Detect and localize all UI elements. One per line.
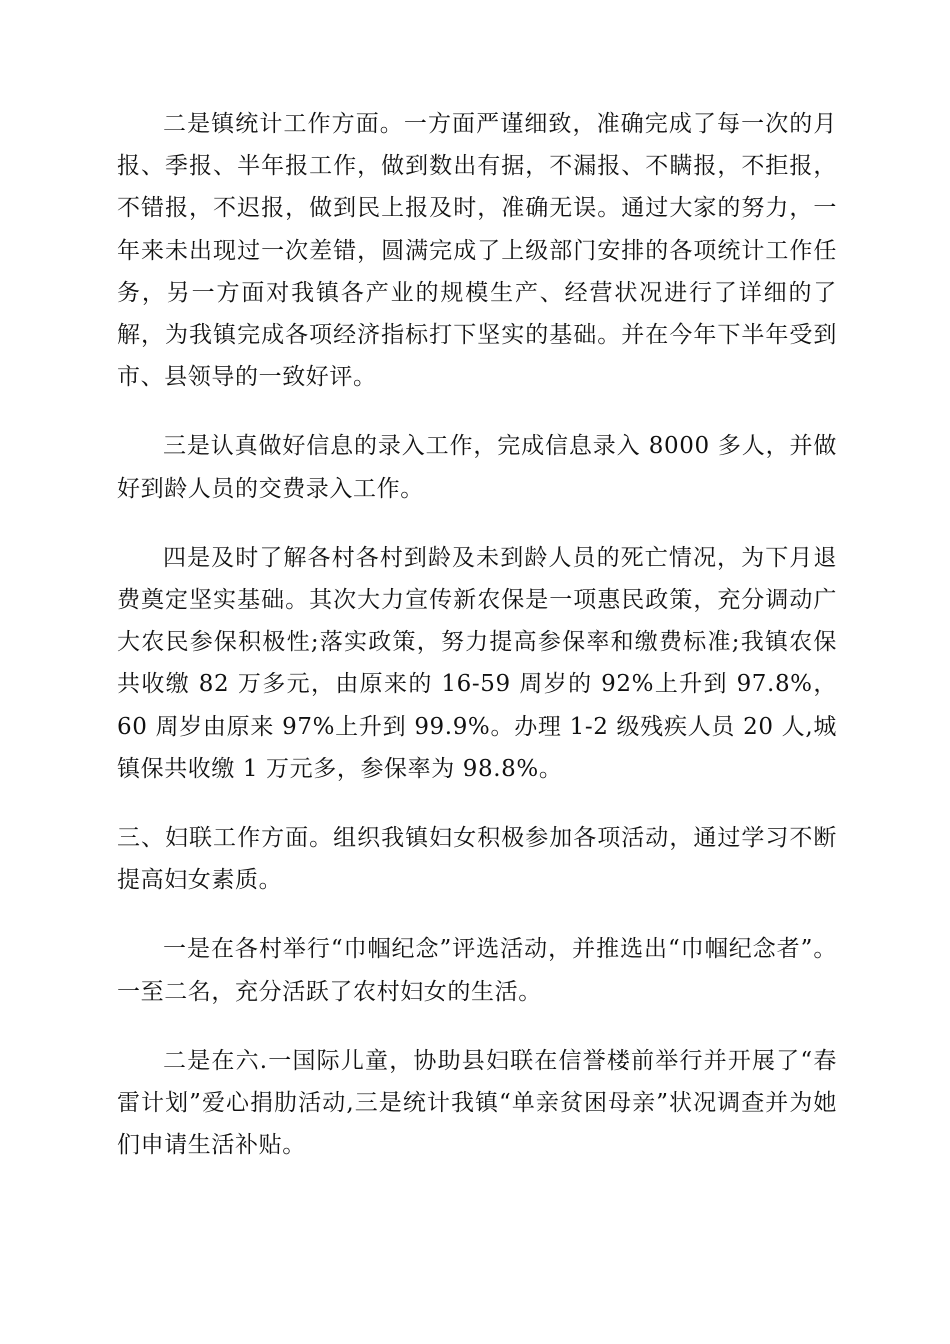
paragraph-selection-activity: 一是在各村举行“巾帼纪念”评选活动，并推选出“巾帼纪念者”。一至二名，充分活跃了农村妇女的生活。 [117, 936, 837, 1005]
paragraph-information-entry: 三是认真做好信息的录入工作，完成信息录入 8000 多人，并做好到龄人员的交费录入工作。 [117, 433, 837, 502]
paragraph-charity-activity: 二是在六.一国际儿童，协助县妇联在信誉楼前举行并开展了“春雷计划”爱心捐肋活动,三是统计我镇“单亲贫困母亲”状况调查并为她们申请生活补贴。 [117, 1047, 837, 1159]
paragraph-statistics-work: 二是镇统计工作方面。一方面严谨细致，准确完成了每一次的月报、季报、半年报工作，做到数出有据，不漏报、不瞒报，不拒报，不错报，不迟报，做到民上报及时，准确无误。通过大家的努力，一年来未出现过一次差错，圆满完成了上级部门安排的各项统计工作任务，另一方面对我镇各产业的规模生产、经营状况进行了详细的了解，为我镇完成各项经济指标打下坚实的基础。并在今年下半年受到市、县领导的一致好评。 [117, 111, 837, 391]
section-heading-womens-federation: 三、妇联工作方面。组织我镇妇女积极参加各项活动，通过学习不断提高妇女素质。 [117, 825, 837, 894]
paragraph-pension-insurance: 四是及时了解各村各村到龄及未到龄人员的死亡情况，为下月退费奠定坚实基础。其次大力宣传新农保是一项惠民政策，充分调动广大农民参保积极性;落实政策，努力提高参保率和缴费标准;我镇农保共收缴 82 万多元，由原来的 16-59 周岁的 92%上升到 97.8%，60 周岁由原来 97%上升到 99.9%。办理 1-2 级残疾人员 20 人,城镇保共收缴 1 万元多，参保率为 98.8%。 [117, 544, 837, 782]
document-body [117, 103, 837, 1193]
